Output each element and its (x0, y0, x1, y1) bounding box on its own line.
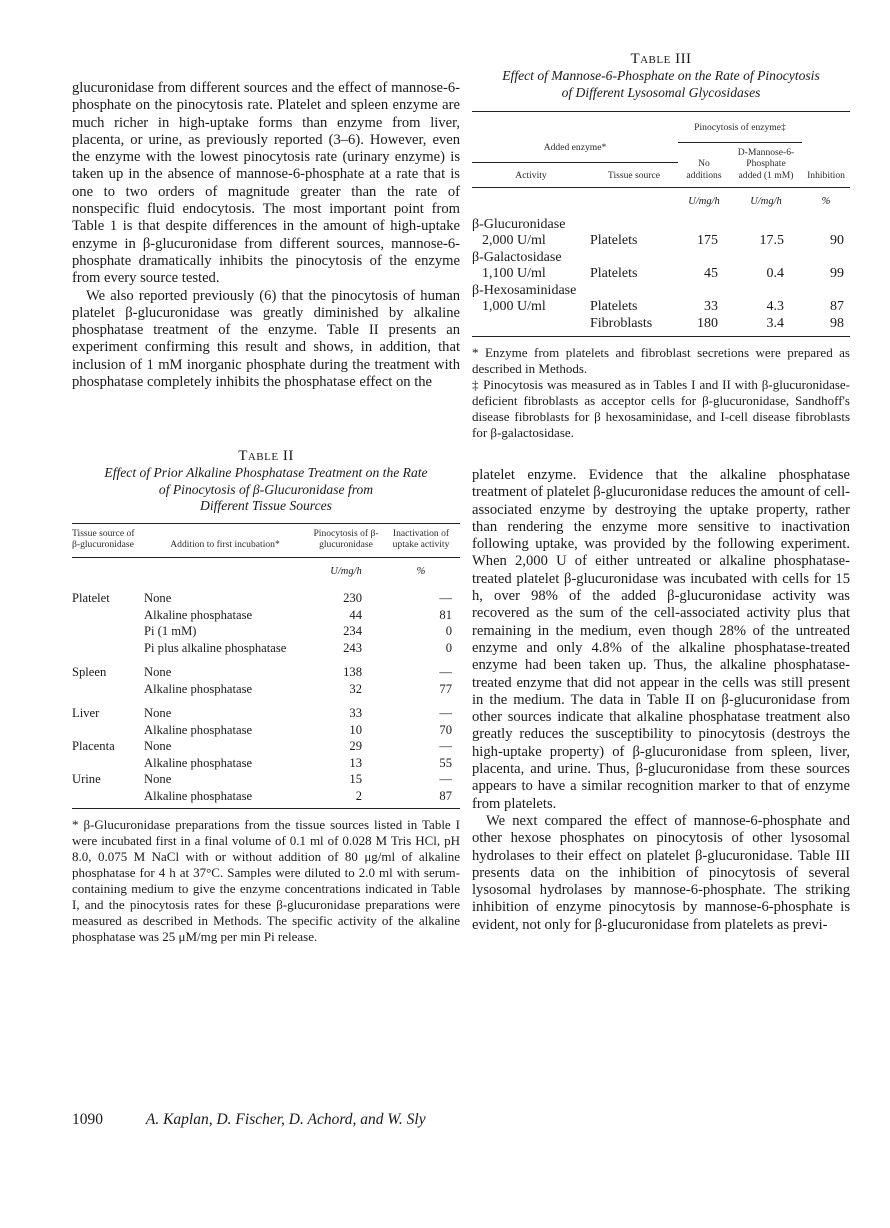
table-2-row (72, 788, 460, 809)
table-3-cell-concentration: 1,000 U/ml (482, 299, 546, 314)
table-2-cell-source (72, 607, 140, 624)
table-2-cell-inactivation: — (439, 772, 452, 787)
table-3-body (472, 217, 850, 337)
table-3-cell-activity: β-Galactosidase (472, 249, 562, 265)
table-3-cell-inhibition: 87 (830, 299, 844, 314)
table-3-cell-concentration: 2,000 U/ml (482, 233, 546, 248)
table-3-cell-mannose: 3.4 (766, 315, 784, 331)
table-3-units-inhibition: % (821, 196, 831, 207)
table-2-cell-pinocytosis: 29 (349, 739, 362, 754)
left-body-text (72, 80, 460, 391)
table-3-activity-row (472, 283, 850, 300)
table-2-cell-source: Urine (72, 772, 101, 787)
table-2-cell-pinocytosis: 32 (349, 681, 362, 696)
table-2-body (72, 590, 460, 809)
table-3-footnotes (472, 345, 850, 441)
table-2-cell-inactivation: 81 (439, 607, 452, 622)
table-2-header-inactivation: Inactivation of uptake activity (392, 527, 450, 551)
table-2-cell-source (72, 640, 140, 657)
table-3-cell-activity: β-Hexosaminidase (472, 282, 577, 298)
table-2-cell-pinocytosis: 230 (343, 591, 362, 606)
table-3-row (472, 266, 850, 283)
table-3-row (472, 316, 850, 337)
right-body-text (472, 467, 850, 934)
table-3-cell-inhibition: 98 (830, 315, 844, 331)
table-3-cell-tissue: Platelets (590, 266, 638, 281)
table-3-activity-row (472, 250, 850, 267)
table-2-row (72, 681, 460, 698)
table-2-row (72, 656, 460, 681)
table-2-cell-inactivation: 77 (439, 681, 452, 696)
table-2-caption-line-1: Effect of Prior Alkaline Phosphatase Treatment on the Rate (104, 465, 428, 481)
table-3-cell-concentration (472, 316, 590, 337)
table-2-cell-source: Platelet (72, 591, 110, 606)
table-2-cell-addition: Pi plus alkaline phosphatase (144, 640, 287, 655)
table-3-title: Table III (630, 51, 692, 67)
table-3-cell-no-additions: 180 (697, 315, 718, 331)
table-2-header-pinocytosis: Pinocytosis of β-glucuronidase (313, 527, 379, 551)
table-3-cell-mannose: 0.4 (766, 266, 784, 281)
table-2-cell-addition: Alkaline phosphatase (144, 722, 253, 737)
table-2 (72, 447, 460, 945)
table-3-cell-mannose: 4.3 (766, 299, 784, 314)
table-3-footnote-1: * Enzyme from platelets and fibroblast secretions were prepared as described in Methods. (472, 345, 850, 376)
table-2-cell-inactivation: — (439, 706, 452, 721)
table-3-caption-line-1: Effect of Mannose-6-Phosphate on the Rate of Pinocytosis (502, 68, 820, 83)
table-2-row (72, 590, 460, 607)
table-2-cell-source (72, 623, 140, 640)
table-2-cell-inactivation: — (439, 665, 452, 680)
table-2-caption-line-3: Different Tissue Sources (200, 498, 332, 514)
table-2-cell-addition: Pi (1 mM) (144, 624, 197, 639)
table-3-cell-inhibition: 99 (830, 266, 844, 281)
table-2-cell-inactivation: 0 (445, 640, 452, 655)
page-number: 1090 (72, 1111, 103, 1128)
table-3-cell-no-additions: 175 (697, 233, 718, 248)
table-3-cell-concentration: 1,100 U/ml (482, 266, 546, 281)
table-2-header-source: Tissue source of β-glucuronidase (72, 527, 135, 551)
table-2-cell-source (72, 755, 140, 772)
table-2-cell-addition: None (144, 665, 172, 680)
table-2-cell-inactivation: 70 (439, 722, 452, 737)
table-3-cell-inhibition: 90 (830, 233, 844, 248)
table-3-footnote-2: ‡ Pinocytosis was measured as in Tables I and II with β-glucuronidase-deficient fibroblasts as acceptor cells for β-glucuronidase, Sandhoff's disease fibroblasts for β hexosaminidase, and I-cell disease fibroblasts for β-galactosidase. (472, 377, 850, 440)
table-2-row (72, 738, 460, 755)
table-2-cell-inactivation: 0 (445, 624, 452, 639)
table-3-header-tissue: Tissue source (607, 169, 661, 181)
table-2-cell-inactivation: — (439, 591, 452, 606)
table-2-row (72, 722, 460, 739)
table-2-cell-addition: Alkaline phosphatase (144, 788, 253, 803)
table-2-cell-pinocytosis: 44 (349, 607, 362, 622)
table-2-cell-pinocytosis: 2 (355, 788, 362, 803)
table-3 (472, 50, 850, 441)
table-3-cell-tissue: Fibroblasts (590, 315, 653, 331)
table-3-header-inhibition: Inhibition (807, 169, 845, 181)
table-3-row (472, 233, 850, 250)
left-column (72, 80, 460, 945)
table-2-cell-addition: None (144, 739, 172, 754)
table-2-cell-inactivation: — (439, 739, 452, 754)
left-paragraph-1: glucuronidase from different sources and the effect of mannose-6-phosphate on the pinocytosis rate. Platelet and spleen enzyme are much richer in high-uptake forms than enzyme from liver, placenta, or urine, as previously reported (3–6). However, even the enzyme with the lowest pinocytosis rate (urinary enzyme) is taken up in the absence of mannose-6-phosphate at a rate that is one to two orders of magnitude greater than the rate of nonspecific fluid endocytosis. The most important point from Table 1 is that despite differences in the amount of high-uptake enzyme in β-glucuronidase from different sources, mannose-6-phosphate dramatically inhibits the pinocytosis of the enzyme from every source tested. (72, 80, 460, 287)
table-3-units-mannose: U/mg/h (750, 196, 782, 207)
table-2-row (72, 755, 460, 772)
table-3-row (472, 299, 850, 316)
table-2-cell-pinocytosis: 13 (349, 755, 362, 770)
table-3-header-no-additions: No additions (686, 158, 722, 181)
table-2-cell-addition: None (144, 591, 172, 606)
table-3-header-mannose: D-Mannose-6-Phosphate added (1 mM) (737, 146, 795, 181)
table-2-cell-addition: None (144, 772, 172, 787)
table-3-units-no-additions: U/mg/h (688, 196, 720, 207)
table-2-cell-source: Liver (72, 706, 100, 721)
right-column (472, 50, 850, 934)
table-2-cell-pinocytosis: 243 (343, 640, 362, 655)
table-2-footnote (72, 817, 460, 945)
table-2-units-pinocytosis: U/mg/h (330, 565, 362, 577)
table-3-caption-line-2: of Different Lysosomal Glycosidases (561, 84, 761, 100)
table-3-header-activity: Activity (515, 169, 547, 181)
table-2-row (72, 607, 460, 624)
table-2-cell-source (72, 681, 140, 698)
table-3-cell-no-additions: 45 (704, 266, 718, 281)
table-3-header-pinocytosis-group: Pinocytosis of enzyme‡ (678, 112, 802, 143)
table-2-row (72, 623, 460, 640)
table-2-grid (72, 523, 460, 810)
table-2-footnote-text: * β-Glucuronidase preparations from the tissue sources listed in Table I were incubated first in a final volume of 0.1 ml of 0.028 M Tris HCl, pH 8.0, 0.075 M NaCl with or without addition of 80 μg/ml of alkaline phosphatase for 4 h at 37°C. Samples were diluted to 2.0 ml with serum-containing medium to give the enzyme concentrations indicated in Table I, and the pinocytosis rates for these β-glucuronidase preparations were measured as described in Methods. The specific activity of the alkaline phosphatase was 25 μM/mg per min Pi release. (72, 817, 460, 945)
table-2-cell-pinocytosis: 33 (349, 706, 362, 721)
table-2-cell-addition: Alkaline phosphatase (144, 755, 253, 770)
table-2-title: Table II (238, 448, 294, 465)
table-2-cell-addition: None (144, 706, 172, 721)
table-2-caption-line-2: of Pinocytosis of β-Glucuronidase from (158, 481, 374, 497)
table-2-cell-inactivation: 55 (439, 755, 452, 770)
table-2-row (72, 697, 460, 722)
table-3-header-added-enzyme: Added enzyme* (472, 142, 678, 162)
table-2-cell-source (72, 788, 140, 809)
table-2-cell-source: Spleen (72, 665, 107, 680)
table-2-header-addition: Addition to first incubation* (170, 539, 280, 551)
table-2-cell-source: Placenta (72, 739, 115, 754)
left-paragraph-2: We also reported previously (6) that the pinocytosis of human platelet β-glucuronidase was greatly diminished by alkaline phosphatase treatment of the enzyme. Table II presents an experiment confirming this result and shows, in addition, that inclusion of 1 mM inorganic phosphate during the treatment with phosphatase completely inhibits the phosphatase effect on the (72, 287, 460, 391)
table-2-cell-inactivation: 87 (439, 788, 452, 803)
table-3-cell-no-additions: 33 (704, 299, 718, 314)
table-2-row (72, 640, 460, 657)
table-2-cell-pinocytosis: 10 (349, 722, 362, 737)
table-3-cell-tissue: Platelets (590, 233, 638, 248)
right-paragraph-1: platelet enzyme. Evidence that the alkaline phosphatase treatment of platelet β-glucuronidase reduces the amount of cell-associated enzyme by destroying the uptake property, rather than rendering the enzyme more sensitive to inactivation following uptake, was provided by the following experiment. When 2,000 U of either untreated or alkaline phosphatase-treated platelet β-glucuronidase was incubated with cells for 15 h, over 98% of the added β-glucuronidase activity was recovered as the sum of the cell-associated activity plus that remaining in the medium, even though 28% of the untreated enzyme and only 4.8% of the alkaline phosphatase-treated enzyme had been taken up. Thus, the alkaline phosphatase-treated enzyme that did not appear in the cells was still present in the medium. The data in Table II on β-glucuronidase from other sources indicate that alkaline phosphatase treatment also greatly reduces the susceptibility to pinocytosis (destroys the high-uptake property) of β-glucuronidase from spleen, liver, placenta, and urine. Thus, β-glucuronidase from these sources appears to have a similar recognition marker to that of enzyme from platelets. (472, 467, 850, 812)
table-2-cell-addition: Alkaline phosphatase (144, 607, 253, 622)
table-3-cell-activity: β-Glucuronidase (472, 216, 566, 232)
table-3-activity-row (472, 217, 850, 234)
table-2-cell-pinocytosis: 15 (349, 772, 362, 787)
right-paragraph-2: We next compared the effect of mannose-6-phosphate and other hexose phosphates on pinocytosis of other lysosomal hydrolases to their effect on platelet β-glucuronidase. Table III presents data on the inhibition of pinocytosis of several lysosomal hydrolases by mannose-6-phosphate. The striking inhibition of enzyme pinocytosis by mannose-6-phosphate is evident, not only for β-glucuronidase from platelets as previ- (472, 812, 850, 933)
table-2-cell-pinocytosis: 234 (343, 624, 362, 639)
table-3-cell-tissue: Platelets (590, 299, 638, 314)
page-footer (72, 1111, 426, 1129)
running-authors: A. Kaplan, D. Fischer, D. Achord, and W. Sly (145, 1111, 426, 1128)
table-2-cell-pinocytosis: 138 (343, 665, 362, 680)
table-2-cell-source (72, 722, 140, 739)
table-3-grid (472, 111, 850, 337)
table-2-units-inactivation: % (416, 565, 426, 577)
table-2-cell-addition: Alkaline phosphatase (144, 681, 253, 696)
table-2-row (72, 771, 460, 788)
table-3-cell-mannose: 17.5 (759, 233, 784, 248)
